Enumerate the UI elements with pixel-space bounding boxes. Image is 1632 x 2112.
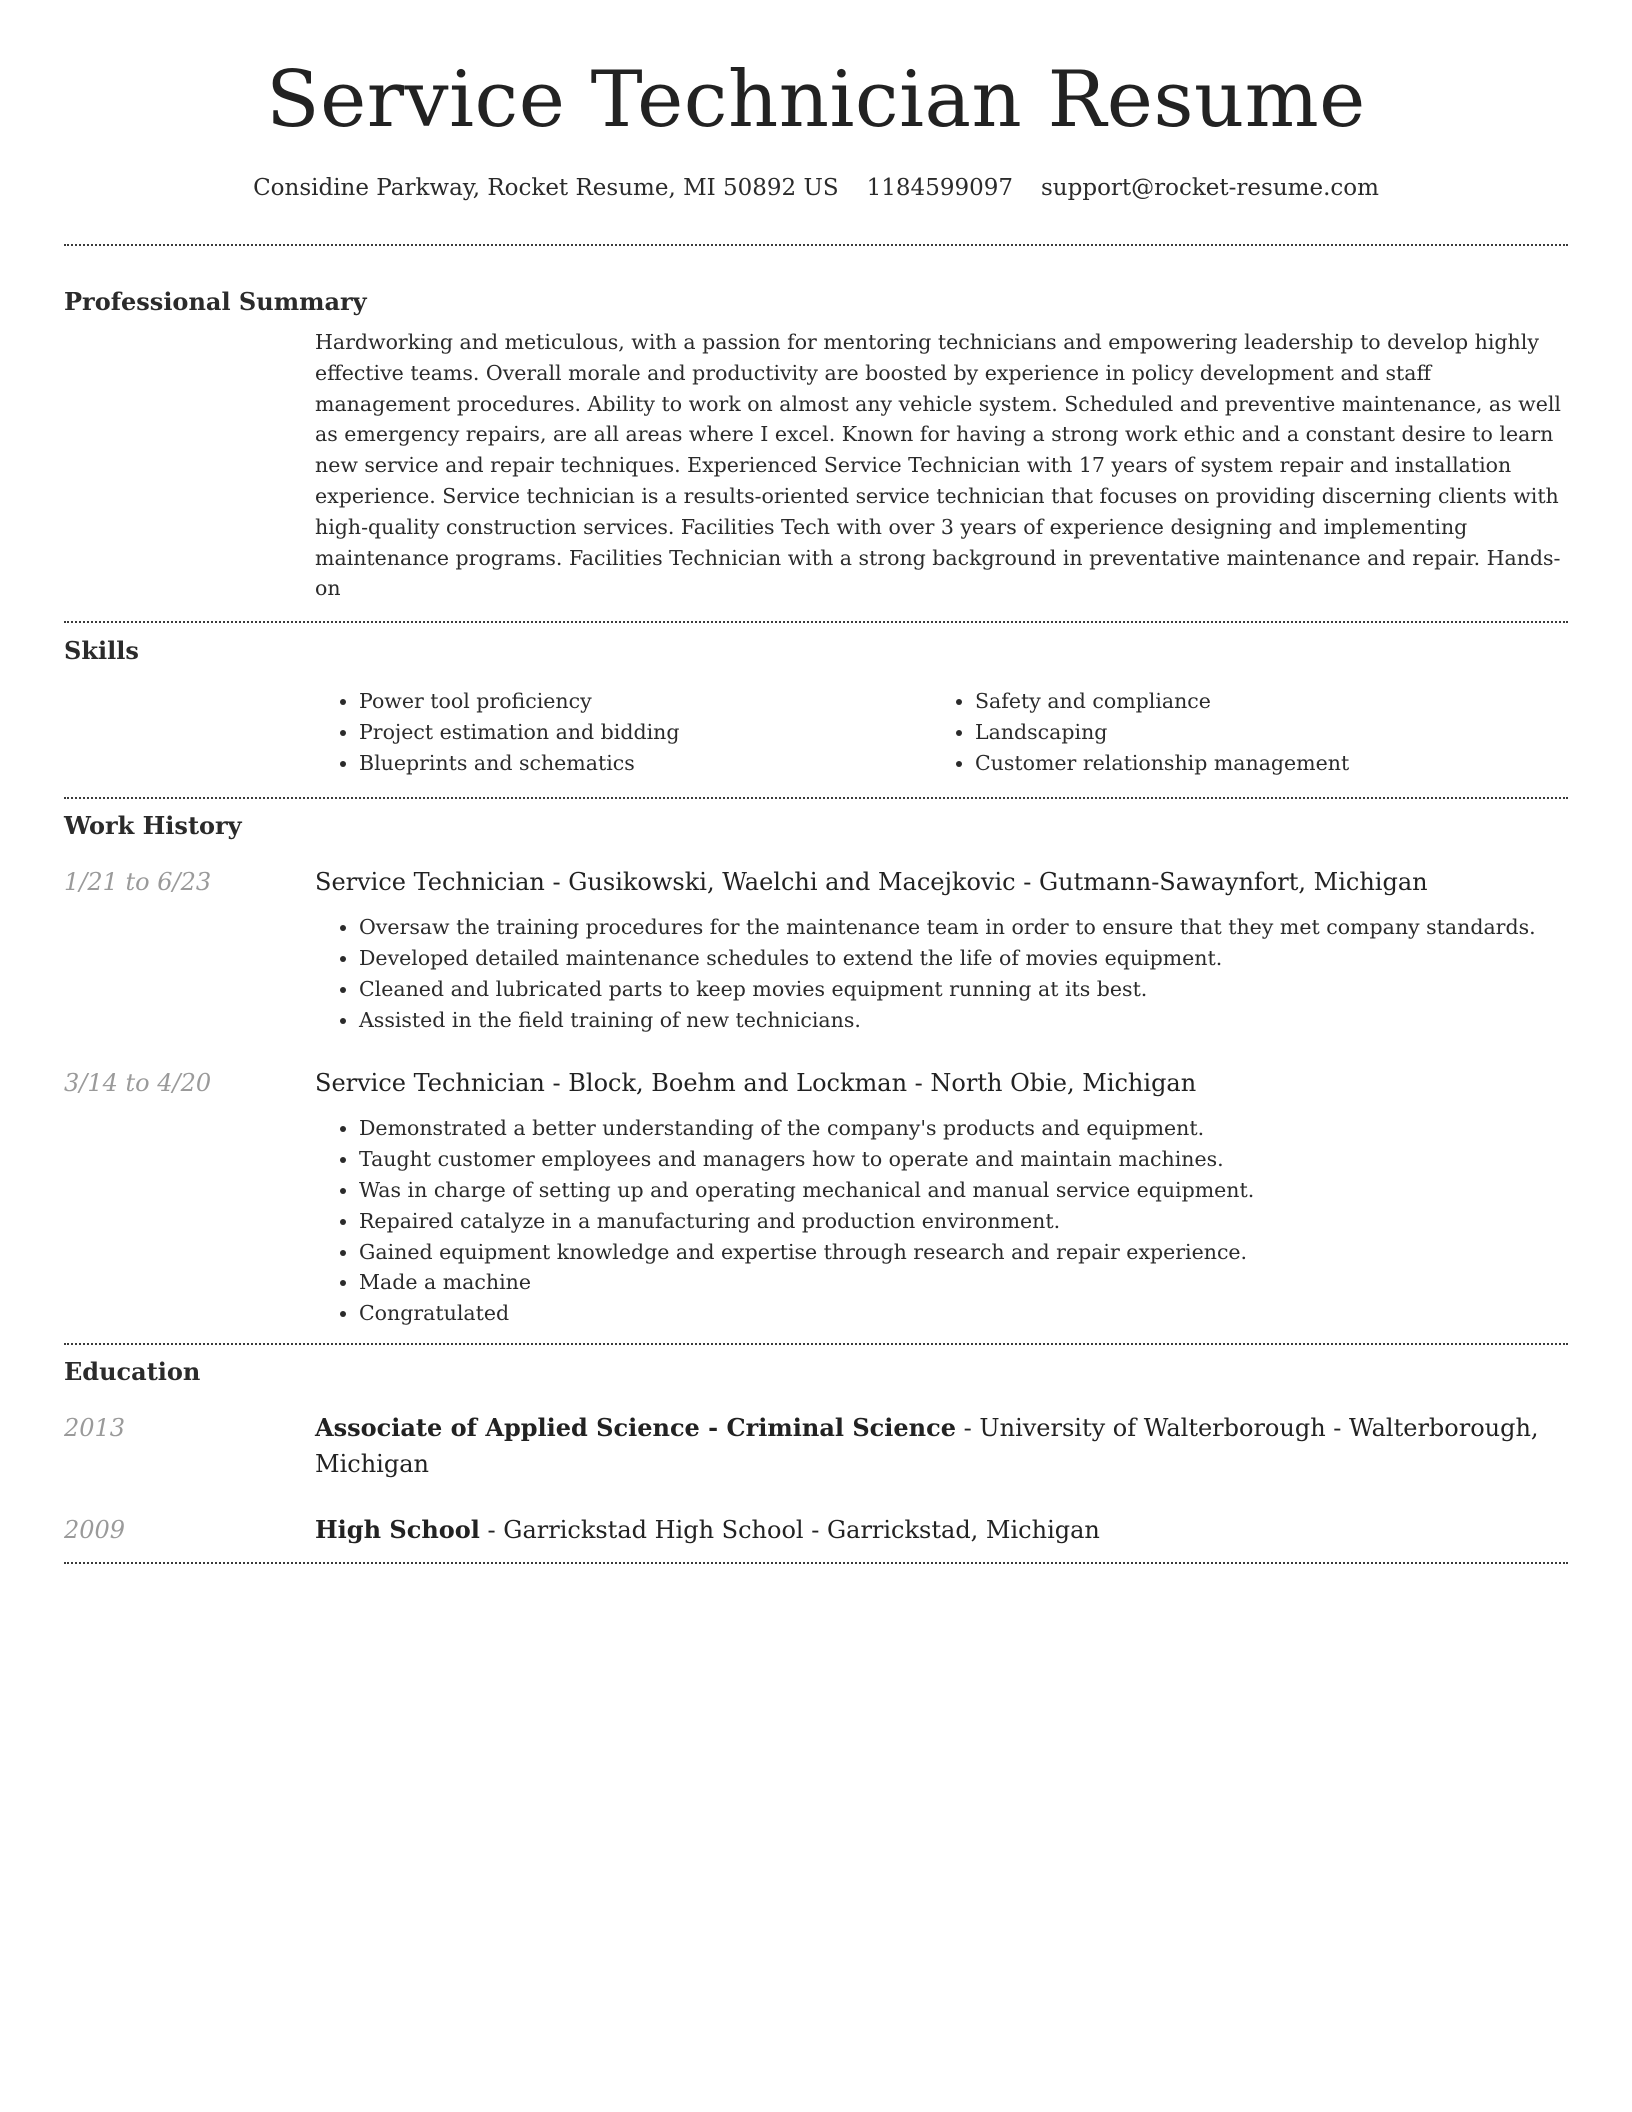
education-section <box>64 1345 1568 1562</box>
job-entry <box>64 864 1568 1035</box>
summary-section <box>64 246 1568 621</box>
education-details: - Garrickstad High School - Garrickstad, Michigan <box>479 1515 1100 1544</box>
education-year: 2013 <box>64 1413 126 1442</box>
contact-line <box>64 172 1568 204</box>
skills-section <box>64 623 1568 797</box>
job-details: - Block, Boehm and Lockman - North Obie, Michigan <box>544 1069 1197 1098</box>
section-divider <box>64 1562 1568 1564</box>
skill-item: • Customer relationship management <box>975 748 1349 779</box>
job-body <box>315 1065 1568 1329</box>
contact-phone: 1184599097 <box>866 175 1013 201</box>
job-title: Service Technician <box>315 1069 545 1098</box>
job-bullet: • Gained equipment knowledge and expertise through research and repair experience. <box>359 1237 1568 1268</box>
skills-heading: Skills <box>64 636 139 666</box>
job-bullet: • Developed detailed maintenance schedules to extend the life of movies equipment. <box>359 943 1568 974</box>
job-bullet: • Assisted in the field training of new technicians. <box>359 1005 1568 1036</box>
education-heading: Education <box>64 1356 201 1386</box>
job-bullets <box>315 1113 1568 1329</box>
job-body <box>315 864 1568 1035</box>
education-heading-line <box>315 1512 1568 1548</box>
skill-item: • Safety and compliance <box>975 686 1349 717</box>
job-dates: 1/21 to 6/23 <box>64 868 212 897</box>
job-bullet: • Made a machine <box>359 1267 1568 1298</box>
page-title: Service Technician Resume <box>266 55 1366 145</box>
education-entry <box>64 1410 1568 1482</box>
skills-list <box>315 686 1568 779</box>
skills-column-right <box>931 686 1349 779</box>
work-section <box>64 799 1568 1343</box>
education-heading-line <box>315 1410 1568 1482</box>
summary-heading: Professional Summary <box>64 287 367 316</box>
education-entry <box>64 1512 1568 1548</box>
job-bullet: • Cleaned and lubricated parts to keep movies equipment running at its best. <box>359 974 1568 1005</box>
job-bullets <box>315 912 1568 1035</box>
skills-column-left <box>315 686 931 779</box>
job-bullet: • Repaired catalyze in a manufacturing and production environment. <box>359 1206 1568 1237</box>
education-degree: Associate of Applied Science - Criminal Science <box>315 1412 957 1442</box>
skill-item: • Blueprints and schematics <box>359 748 931 779</box>
contact-email: support@rocket-resume.com <box>1041 175 1379 201</box>
job-title: Service Technician <box>315 868 545 897</box>
summary-text: Hardworking and meticulous, with a passion for mentoring technicians and empowering leadership to develop highly effective teams. Overall morale and productivity are boosted by experience in policy development and staff management procedures. Ability to work on almost any vehicle system. Scheduled and preventive maintenance, as well as emergency repairs, are all areas where I excel. Known for having a strong work ethic and a constant desire to learn new service and repair techniques. Experienced Service Technician with 17 years of system repair and installation experience. Service technician is a results-oriented service technician that focuses on providing discerning clients with high-quality construction services. Facilities Tech with over 3 years of experience designing and implementing maintenance programs. Facilities Technician with a strong background in preventative maintenance and repair. Hands-on <box>315 330 1561 601</box>
job-bullet: • Taught customer employees and managers how to operate and maintain machines. <box>359 1144 1568 1175</box>
education-details: - University of Walterborough - Walterborough, Michigan <box>315 1413 1539 1478</box>
job-heading <box>315 1065 1568 1101</box>
job-details: - Gusikowski, Waelchi and Macejkovic - Gutmann-Sawaynfort, Michigan <box>544 868 1428 897</box>
job-entry <box>64 1065 1568 1329</box>
job-dates: 3/14 to 4/20 <box>64 1069 212 1098</box>
education-degree: High School <box>315 1514 480 1544</box>
work-heading: Work History <box>64 811 242 841</box>
education-body <box>315 1410 1568 1482</box>
education-body <box>315 1512 1568 1548</box>
skill-item: • Project estimation and bidding <box>359 717 931 748</box>
job-heading <box>315 864 1568 900</box>
skill-item: • Landscaping <box>975 717 1349 748</box>
contact-address: Considine Parkway, Rocket Resume, MI 50892 US <box>253 175 839 201</box>
job-bullet: • Was in charge of setting up and operating mechanical and manual service equipment. <box>359 1175 1568 1206</box>
education-year: 2009 <box>64 1515 126 1544</box>
job-bullet: • Congratulated <box>359 1298 1568 1329</box>
job-bullet: • Demonstrated a better understanding of the company's products and equipment. <box>359 1113 1568 1144</box>
job-bullet: • Oversaw the training procedures for the maintenance team in order to ensure that they met company standards. <box>359 912 1568 943</box>
skill-item: • Power tool proficiency <box>359 686 931 717</box>
